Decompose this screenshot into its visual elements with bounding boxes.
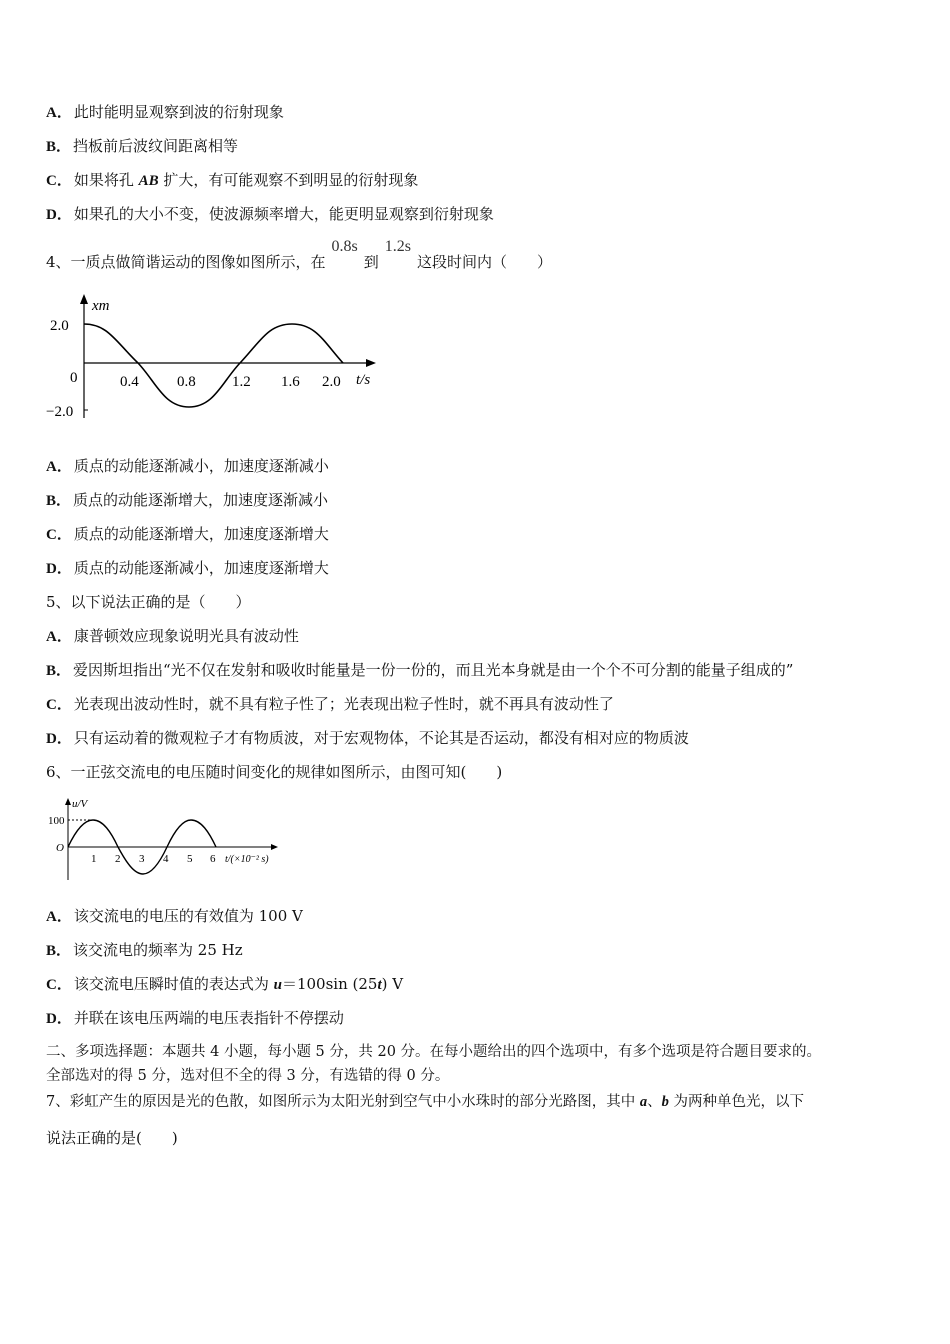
- q4-x-tick: 0.4: [120, 374, 139, 390]
- q6-x-tick: 1: [91, 853, 97, 865]
- q4-displacement-graph: [46, 290, 386, 425]
- q6-y-value: 100: [48, 815, 65, 827]
- q7-stem-line1: 7、彩虹产生的原因是光的色散，如图所示为太阳光射到空气中小水珠时的部分光路图，其中 a、b 为两种单色光，以下: [46, 1094, 804, 1110]
- q4-option-a: A． 质点的动能逐渐减小，加速度逐渐减小: [46, 457, 329, 475]
- q4-option-b: B． 质点的动能逐渐增大，加速度逐渐减小: [46, 491, 329, 509]
- q4-x-tick: 0.8: [177, 374, 196, 390]
- q4-x-tick: 2.0: [322, 374, 341, 390]
- q6-stem: 6、一正弦交流电的电压随时间变化的规律如图所示，由图可知( ): [46, 763, 503, 781]
- q4-y-top: 2.0: [50, 318, 69, 334]
- q6-x-tick: 6: [210, 853, 216, 865]
- q3-option-c: C． 如果将孔 AB 扩大，有可能观察不到明显的衍射现象: [46, 171, 419, 189]
- q6-option-c: C． 该交流电压瞬时值的表达式为 u＝100sin (25t) V: [46, 975, 404, 993]
- q5-option-d: D． 只有运动着的微观粒子才有物质波，对于宏观物体，不论其是否运动，都没有相对应的物质波: [46, 729, 689, 747]
- q4-option-d: D． 质点的动能逐渐减小，加速度逐渐增大: [46, 559, 329, 577]
- q4-x-label: t/s: [356, 372, 371, 388]
- q6-x-tick: 5: [187, 853, 193, 865]
- q4-x-tick: 1.6: [281, 374, 300, 390]
- q6-x-tick: 4: [163, 853, 169, 865]
- q6-x-label: t/(×10⁻² s): [225, 854, 269, 865]
- q4-y-bottom: −2.0: [46, 404, 74, 420]
- q3-option-d: D． 如果孔的大小不变，使波源频率增大，能更明显观察到衍射现象: [46, 205, 494, 223]
- q4-x-tick: 1.2: [232, 374, 251, 390]
- q5-stem: 5、以下说法正确的是（ ）: [46, 593, 251, 611]
- q6-x-tick: 2: [115, 853, 121, 865]
- q6-origin: O: [56, 842, 64, 854]
- q4-y-label: xm: [92, 298, 110, 314]
- q4-origin: 0: [70, 370, 78, 386]
- q4-stem: 4、一质点做简谐运动的图像如图所示，在0.8s到1.2s这段时间内（ ）: [46, 238, 553, 271]
- q7-stem-line2: 说法正确的是( ): [46, 1129, 178, 1147]
- q3-option-a: A． 此时能明显观察到波的衍射现象: [46, 103, 284, 121]
- q6-option-d: D． 并联在该电压两端的电压表指针不停摆动: [46, 1009, 344, 1027]
- q6-option-a: A． 该交流电的电压的有效值为 100 V: [46, 907, 303, 925]
- q5-option-a: A． 康普顿效应现象说明光具有波动性: [46, 627, 299, 645]
- q6-option-b: B． 该交流电的频率为 25 Hz: [46, 941, 243, 959]
- q3-option-b: B． 挡板前后波纹间距离相等: [46, 137, 239, 155]
- section2-heading: 二、多项选择题：本题共 4 小题，每小题 5 分，共 20 分。在每小题给出的四个选项中，有多个选项是符合题目要求的。: [46, 1044, 822, 1060]
- q5-option-b: B． 爱因斯坦指出“光不仅在发射和吸收时能量是一份一份的，而且光本身就是由一个个不可分割的能量子组成的”: [46, 661, 794, 679]
- q6-x-tick: 3: [139, 853, 145, 865]
- q5-option-c: C． 光表现出波动性时，就不具有粒子性了；光表现出粒子性时，就不再具有波动性了: [46, 695, 614, 713]
- q4-option-c: C． 质点的动能逐渐增大，加速度逐渐增大: [46, 525, 329, 543]
- section2-scoring: 全部选对的得 5 分，选对但不全的得 3 分，有选错的得 0 分。: [46, 1068, 450, 1084]
- q6-voltage-graph: [46, 794, 296, 886]
- q6-y-label: u/V: [72, 798, 88, 810]
